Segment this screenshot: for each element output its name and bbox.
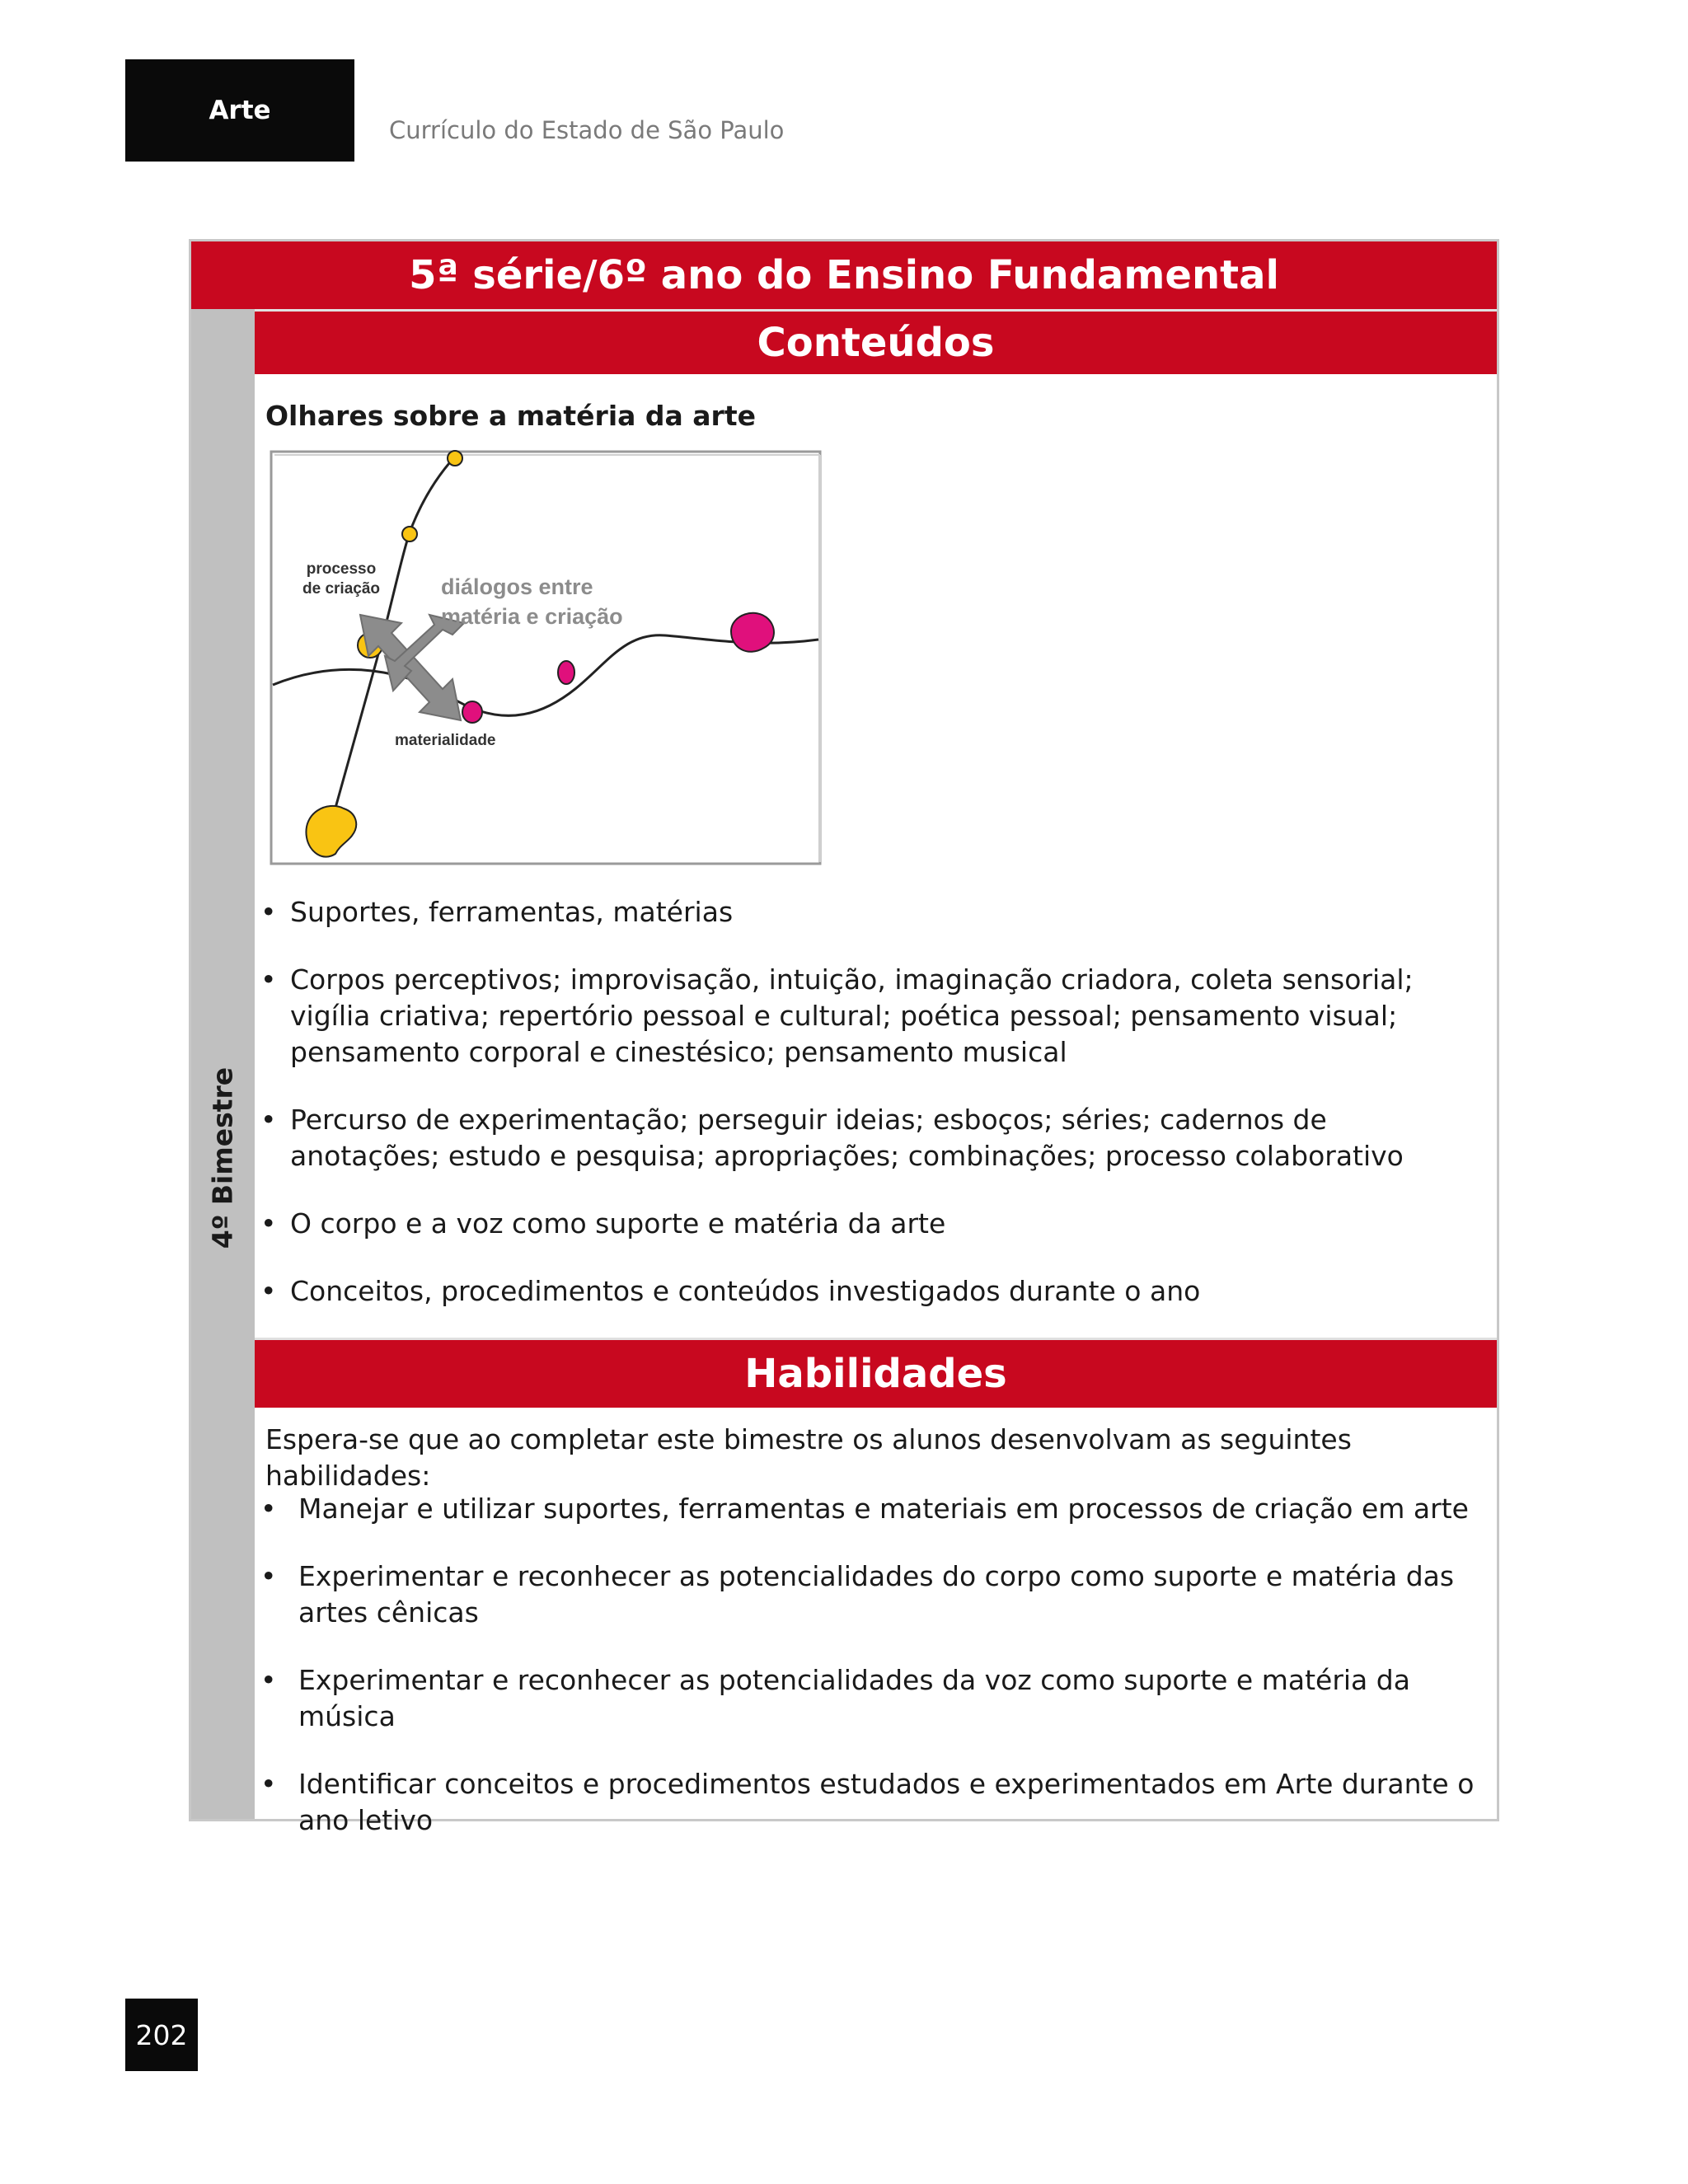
- contents-heading: Conteúdos: [255, 309, 1497, 374]
- grade-title: 5ª série/6º ano do Ensino Fundamental: [191, 241, 1497, 309]
- label-dialogos-2: matéria e criação: [441, 604, 623, 629]
- bimestre-label: 4º Bimestre: [206, 1066, 239, 1249]
- label-materialidade: materialidade: [395, 732, 496, 749]
- skills-intro: Espera-se que ao completar este bimestre os alunos desenvolvam as seguintes habilidades:: [265, 1423, 1352, 1492]
- magenta-dot-small: [462, 701, 482, 723]
- list-item: • Experimentar e reconhecer as potencialidades do corpo como suporte e matéria das artes cênicas: [257, 1558, 1477, 1631]
- diagram-frame: [271, 452, 820, 864]
- bimestre-column: [191, 309, 255, 1819]
- curriculum-table: [189, 239, 1499, 1836]
- label-processo-2: de criação: [302, 580, 380, 598]
- list-item: • O corpo e a voz como suporte e matéria da arte: [257, 1206, 1469, 1242]
- label-processo-1: processo: [306, 560, 377, 578]
- yellow-dot-top: [448, 451, 462, 466]
- contents-title: Olhares sobre a matéria da arte: [265, 400, 756, 432]
- list-item: • Experimentar e reconhecer as potencialidades da voz como suporte e matéria da música: [257, 1662, 1477, 1735]
- running-header: Currículo do Estado de São Paulo: [389, 116, 785, 144]
- magenta-blob: [731, 613, 774, 652]
- list-item: • Identificar conceitos e procedimentos estudados e experimentados em Arte durante o ano letivo: [257, 1766, 1477, 1839]
- list-item: • Manejar e utilizar suportes, ferramentas e materiais em processos de criação em arte: [257, 1491, 1477, 1527]
- skills-list: [257, 1491, 1477, 1870]
- creation-process-diagram: [270, 450, 823, 866]
- skills-heading: Habilidades: [255, 1338, 1497, 1408]
- list-item: • Suportes, ferramentas, matérias: [257, 894, 1469, 930]
- list-item: • Conceitos, procedimentos e conteúdos investigados durante o ano: [257, 1273, 1469, 1310]
- list-item: • Corpos perceptivos; improvisação, intuição, imaginação criadora, coleta sensorial; vigília criativa; repertório pessoal e cultural; poética pessoal; pensamento visual; pensamento corporal e cinestésico; pensamento musical: [257, 962, 1469, 1071]
- page-number: 202: [125, 1999, 198, 2071]
- contents-list: [257, 894, 1469, 1341]
- yellow-dot-upper: [402, 527, 417, 541]
- list-item: • Percurso de experimentação; perseguir ideias; esboços; séries; cadernos de anotações; estudo e pesquisa; apropriações; combinações; processo colaborativo: [257, 1102, 1469, 1174]
- subject-tab: Arte: [125, 59, 354, 162]
- label-dialogos-1: diálogos entre: [441, 574, 593, 599]
- magenta-dot-mid: [558, 661, 574, 684]
